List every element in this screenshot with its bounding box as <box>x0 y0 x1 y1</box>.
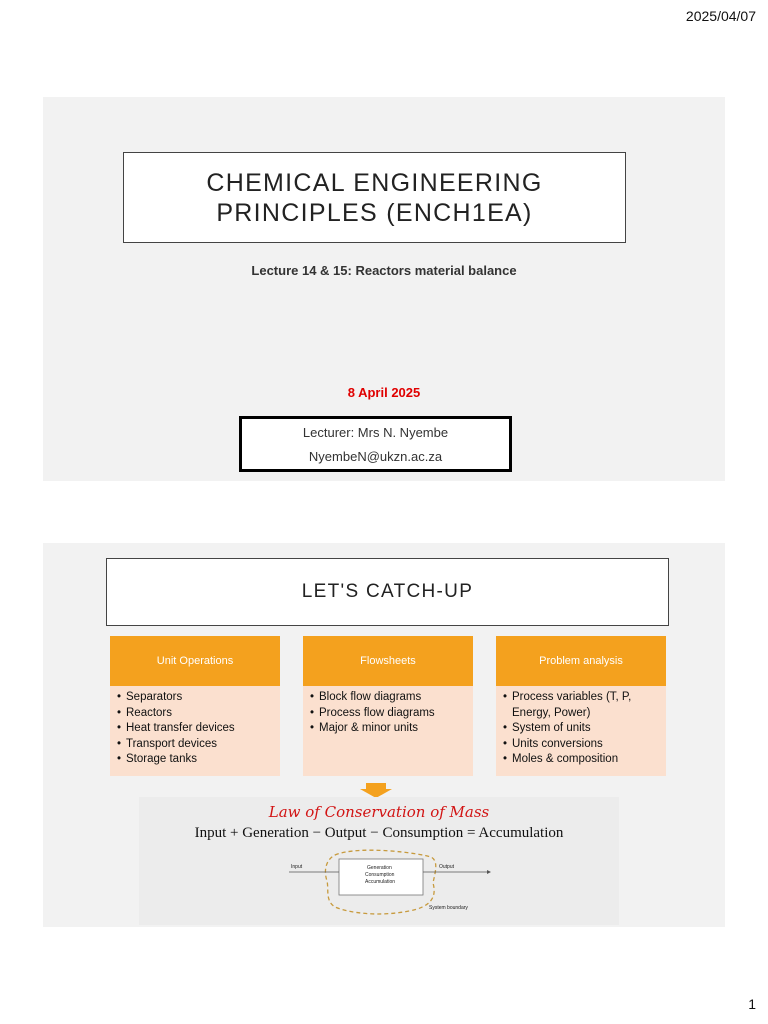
boundary-label: System boundary <box>429 905 468 911</box>
output-label: Output <box>439 864 455 870</box>
catch-up-slide <box>43 543 725 927</box>
card-heading: Flowsheets <box>303 636 473 686</box>
list-item: • Block flow diagrams <box>319 690 467 706</box>
list-item: • Heat transfer devices <box>126 721 274 737</box>
card-body <box>110 686 280 776</box>
list-item: • Moles & composition <box>512 752 660 768</box>
card-flowsheets <box>303 636 473 776</box>
system-boundary-diagram <box>139 847 619 925</box>
card-heading: Unit Operations <box>110 636 280 686</box>
list-item: • Process variables (T, P, Energy, Power) <box>512 690 660 721</box>
header-date: 2025/04/07 <box>685 8 756 24</box>
card-body <box>303 686 473 776</box>
card-problem-analysis <box>496 636 666 776</box>
catch-up-title: LET'S CATCH-UP <box>106 558 669 626</box>
card-unit-operations <box>110 636 280 776</box>
law-equation: Input + Generation − Output − Consumption = Accumulation <box>194 825 564 841</box>
list-item: • Separators <box>126 690 274 706</box>
card-body <box>496 686 666 776</box>
lecturer-email: NyembeN@ukzn.ac.za <box>308 449 443 464</box>
lecture-date: 8 April 2025 <box>347 385 421 400</box>
list-item: • Major & minor units <box>319 721 467 737</box>
output-arrowhead-icon <box>487 870 491 874</box>
list-item: • System of units <box>512 721 660 737</box>
lecturer-box <box>239 416 512 472</box>
conservation-law-panel <box>139 797 619 925</box>
list-item: • Reactors <box>126 706 274 722</box>
list-item: • Storage tanks <box>126 752 274 768</box>
box-line-consumption: Consumption <box>365 872 395 878</box>
list-item: • Units conversions <box>512 737 660 753</box>
lecture-subtitle: Lecture 14 & 15: Reactors material balance <box>251 263 517 278</box>
title-slide <box>43 97 725 481</box>
lecturer-name: Lecturer: Mrs N. Nyembe <box>302 425 449 440</box>
box-line-generation: Generation <box>367 865 392 871</box>
page-number: 1 <box>748 996 756 1012</box>
box-line-accumulation: Accumulation <box>365 879 396 885</box>
input-label: Input <box>291 864 303 870</box>
course-title: CHEMICAL ENGINEERING PRINCIPLES (ENCH1EA) <box>123 152 626 243</box>
card-heading: Problem analysis <box>496 636 666 686</box>
list-item: • Transport devices <box>126 737 274 753</box>
list-item: • Process flow diagrams <box>319 706 467 722</box>
law-title: Law of Conservation of Mass <box>268 803 490 821</box>
